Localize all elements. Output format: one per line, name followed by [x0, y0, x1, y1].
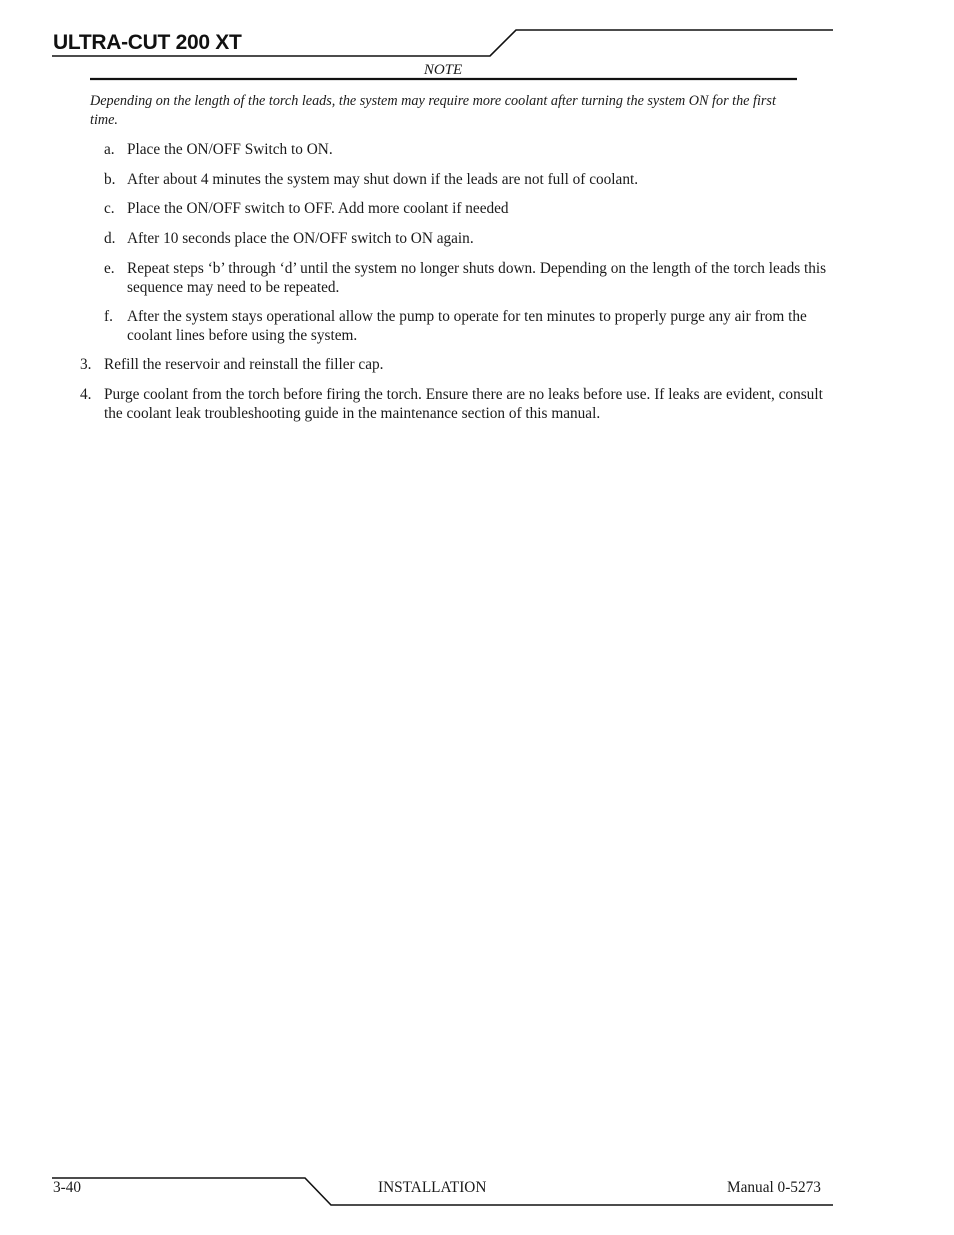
step-marker: d. [104, 230, 116, 247]
step-text: Refill the reservoir and reinstall the filler cap. [104, 356, 384, 373]
document-title: ULTRA-CUT 200 XT [53, 31, 242, 54]
step-marker: c. [104, 200, 115, 217]
manual-number: Manual 0-5273 [727, 1179, 821, 1196]
step-text: Repeat steps ‘b’ through ‘d’ until the system no longer shuts down. Depending on the length of the torch leads this sequence may need to be repeated. [127, 260, 827, 296]
step-marker: f. [104, 308, 113, 325]
section-name: INSTALLATION [378, 1179, 487, 1196]
step-marker: e. [104, 260, 115, 277]
step-text: After 10 seconds place the ON/OFF switch to ON again. [127, 230, 474, 247]
step-text: After the system stays operational allow the pump to operate for ten minutes to properly purge any air from the coolant lines before using the system. [127, 308, 807, 344]
step-marker: 4. [80, 386, 92, 403]
step-text: After about 4 minutes the system may shut down if the leads are not full of coolant. [127, 171, 639, 188]
step-text: Place the ON/OFF switch to OFF. Add more coolant if needed [127, 200, 509, 217]
note-label: NOTE [423, 62, 463, 78]
note-text: Depending on the length of the torch leads, the system may require more coolant after turning the system ON for the first time. [90, 93, 776, 128]
step-marker: b. [104, 171, 116, 188]
step-text: Place the ON/OFF Switch to ON. [127, 141, 333, 158]
step-marker: a. [104, 141, 115, 158]
step-text: Purge coolant from the torch before firing the torch. Ensure there are no leaks before use. If leaks are evident, consult the coolant leak troubleshooting guide in the maintenance section of this manual. [104, 386, 823, 422]
step-marker: 3. [80, 356, 92, 373]
page-number: 3-40 [53, 1179, 82, 1196]
